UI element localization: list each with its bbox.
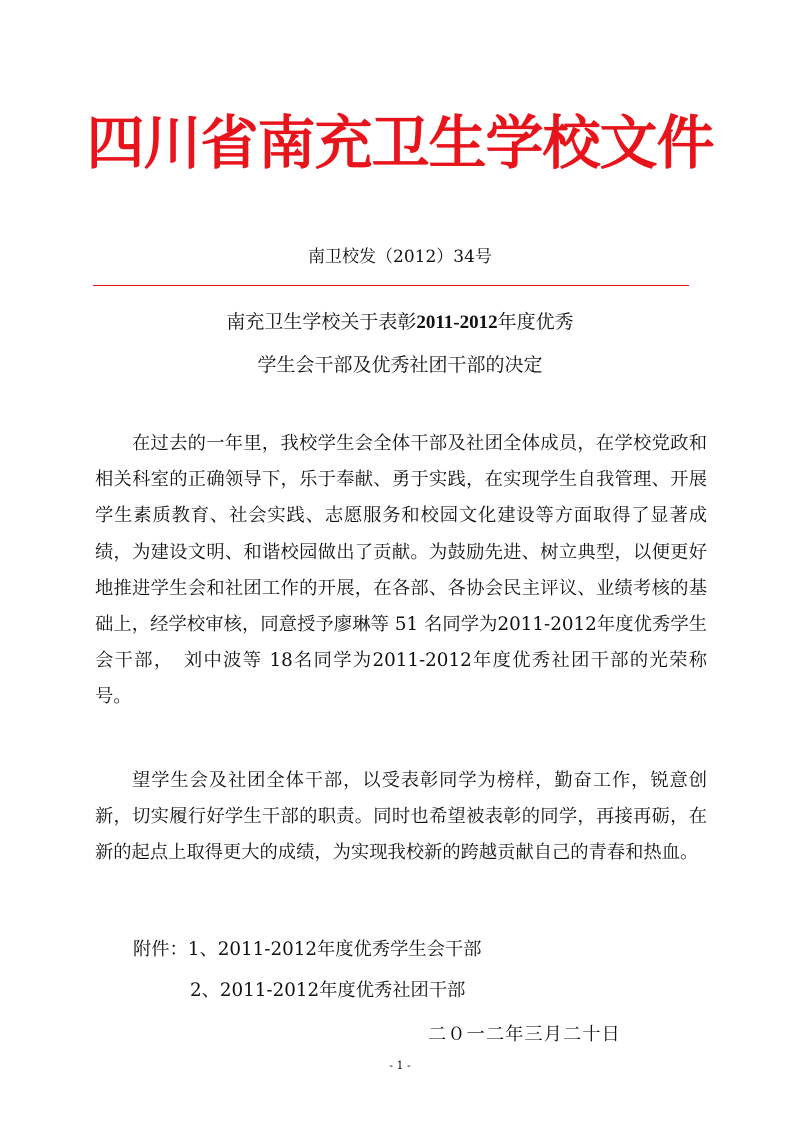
document-number: 南卫校发（2012）34号 [308, 247, 492, 267]
document-title-line2: 学生会干部及优秀社团干部的决定 [257, 354, 543, 376]
masthead-title: 四川省南充卫生学校文件 [86, 109, 714, 177]
page-number: - 1 - [389, 1059, 411, 1072]
body-paragraph-1: 在过去的一年里，我校学生会全体干部及社团全体成员，在学校党政和相关科室的正确领导下，乐于奉献、勇于实践，在实现学生自我管理、开展学生素质教育、社会实践、志愿服务和校园文化建设等方面取得了显著成绩，为建设文明、和谐校园做出了贡献。为鼓励先进、树立典型，以便更好地推进学生会和社团工作的开展，在各部、各协会民主评议、业绩考核的基础上，经学校审核，同意授予廖琳等 51 名同学为2011-2012年度优秀学生会干部， 刘中波等 18名同学为2011-2012年度优秀社团干部的光荣称号。 [95, 433, 707, 708]
document-date: 二０一二年三月二十日 [428, 1024, 621, 1045]
body-paragraph-2: 望学生会及社团全体干部，以受表彰同学为榜样，勤奋工作，锐意创新，切实履行好学生干部的职责。同时也希望被表彰的同学，再接再砺，在新的起点上取得更大的成绩，为实现我校新的跨越贡献自己的青春和热血。 [95, 770, 707, 864]
attachment-item-1: 附件：1、2011-2012年度优秀学生会干部 [133, 939, 482, 960]
title-line1-year: 2011-2012 [416, 312, 498, 333]
title-line1-pre: 南充卫生学校关于表彰 [226, 311, 417, 333]
red-divider-line [93, 285, 689, 286]
attachment-item-2: 2、2011-2012年度优秀社团干部 [190, 980, 466, 1001]
document-title-line1 [0, 306, 800, 339]
title-line1-post: 年度优秀 [497, 311, 574, 333]
